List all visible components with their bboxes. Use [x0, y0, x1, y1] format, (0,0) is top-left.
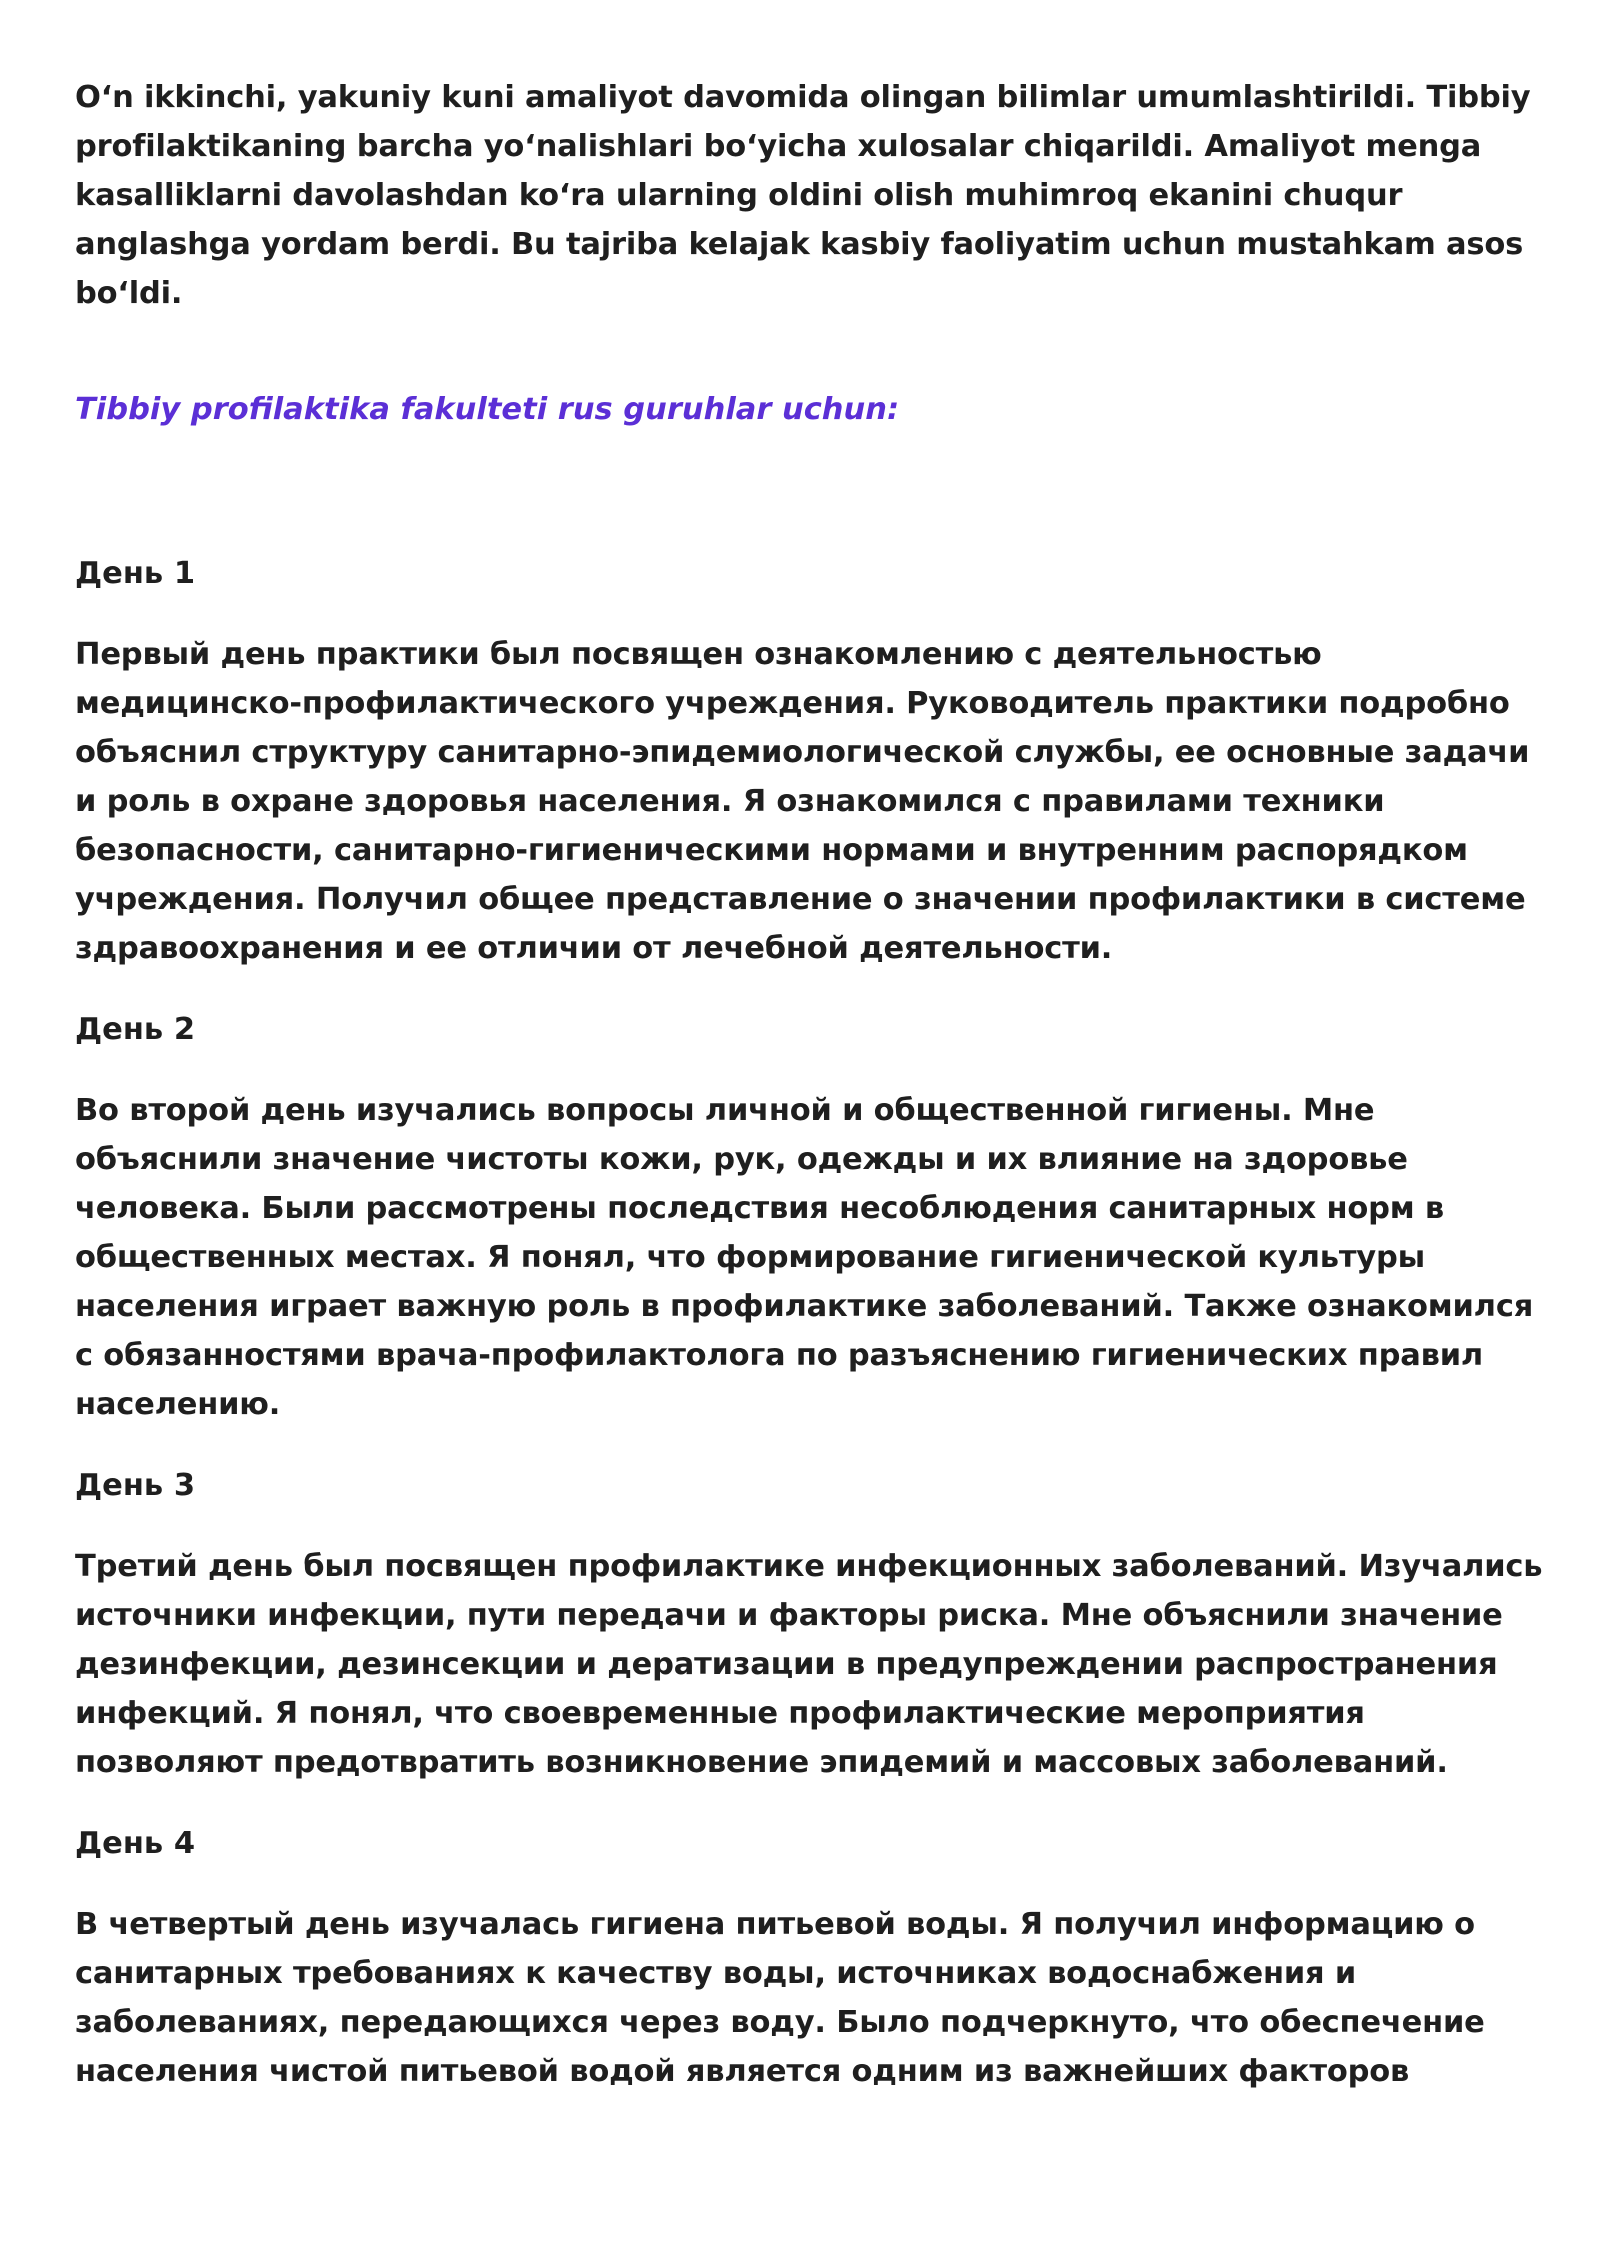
day-heading: День 4: [75, 1826, 196, 1861]
day-paragraph: Первый день практики был посвящен ознакомлению с деятельностью медицинско-профилактического учреждения. Руководитель практики подробно объяснил структуру санитарно-эпидемиологической службы, ее основные задачи и роль в охране здоровья населения. Я ознакомился с правилами техники безопасности, санитарно-гигиеническими нормами и внутренним распорядком учреждения. Получил общее представление о значении профилактики в системе здравоохранения и ее отличии от лечебной деятельности.: [75, 637, 1530, 966]
day-heading: День 2: [75, 1012, 196, 1047]
day-paragraph: Во второй день изучались вопросы личной и общественной гигиены. Мне объяснили значение чистоты кожи, рук, одежды и их влияние на здоровье человека. Были рассмотрены последствия несоблюдения санитарных норм в общественных местах. Я понял, что формирование гигиенической культуры населения играет важную роль в профилактике заболеваний. Также ознакомился с обязанностями врача-профилактолога по разъяснению гигиенических правил населению.: [75, 1093, 1534, 1422]
day-block-2: [75, 1005, 1545, 1429]
day-paragraph: Третий день был посвящен профилактике инфекционных заболеваний. Изучались источники инфекции, пути передачи и факторы риска. Мне объяснили значение дезинфекции, дезинсекции и дератизации в предупреждении распространения инфекций. Я понял, что своевременные профилактические мероприятия позволяют предотвратить возникновение эпидемий и массовых заболеваний.: [75, 1549, 1543, 1780]
intro-paragraph: O‘n ikkinchi, yakuniy kuni amaliyot davomida olingan bilimlar umumlashtirildi. Tibbiy profilaktikaning barcha yo‘nalishlari bo‘yicha xulosalar chiqarildi. Amaliyot menga kasalliklarni davolashdan ko‘ra ularning oldini olish muhimroq ekanini chuqur anglashga yordam berdi. Bu tajriba kelajak kasbiy faoliyatim uchun mustahkam asos bo‘ldi.: [75, 80, 1531, 311]
day-heading: День 1: [75, 556, 196, 591]
days-list: [75, 549, 1545, 2128]
day-block-3: [75, 1461, 1545, 1787]
day-heading: День 3: [75, 1468, 196, 1503]
section-title: Tibbiy profilaktika fakulteti rus guruhlar uchun:: [75, 392, 900, 427]
day-paragraph: В четвертый день изучалась гигиена питьевой воды. Я получил информацию о санитарных требованиях к качеству воды, источниках водоснабжения и заболеваниях, передающихся через воду. Было подчеркнуто, что обеспечение населения чистой питьевой водой является одним из важнейших факторов: [75, 1907, 1485, 2089]
day-block-1: [75, 549, 1545, 973]
day-block-4: [75, 1819, 1545, 2096]
